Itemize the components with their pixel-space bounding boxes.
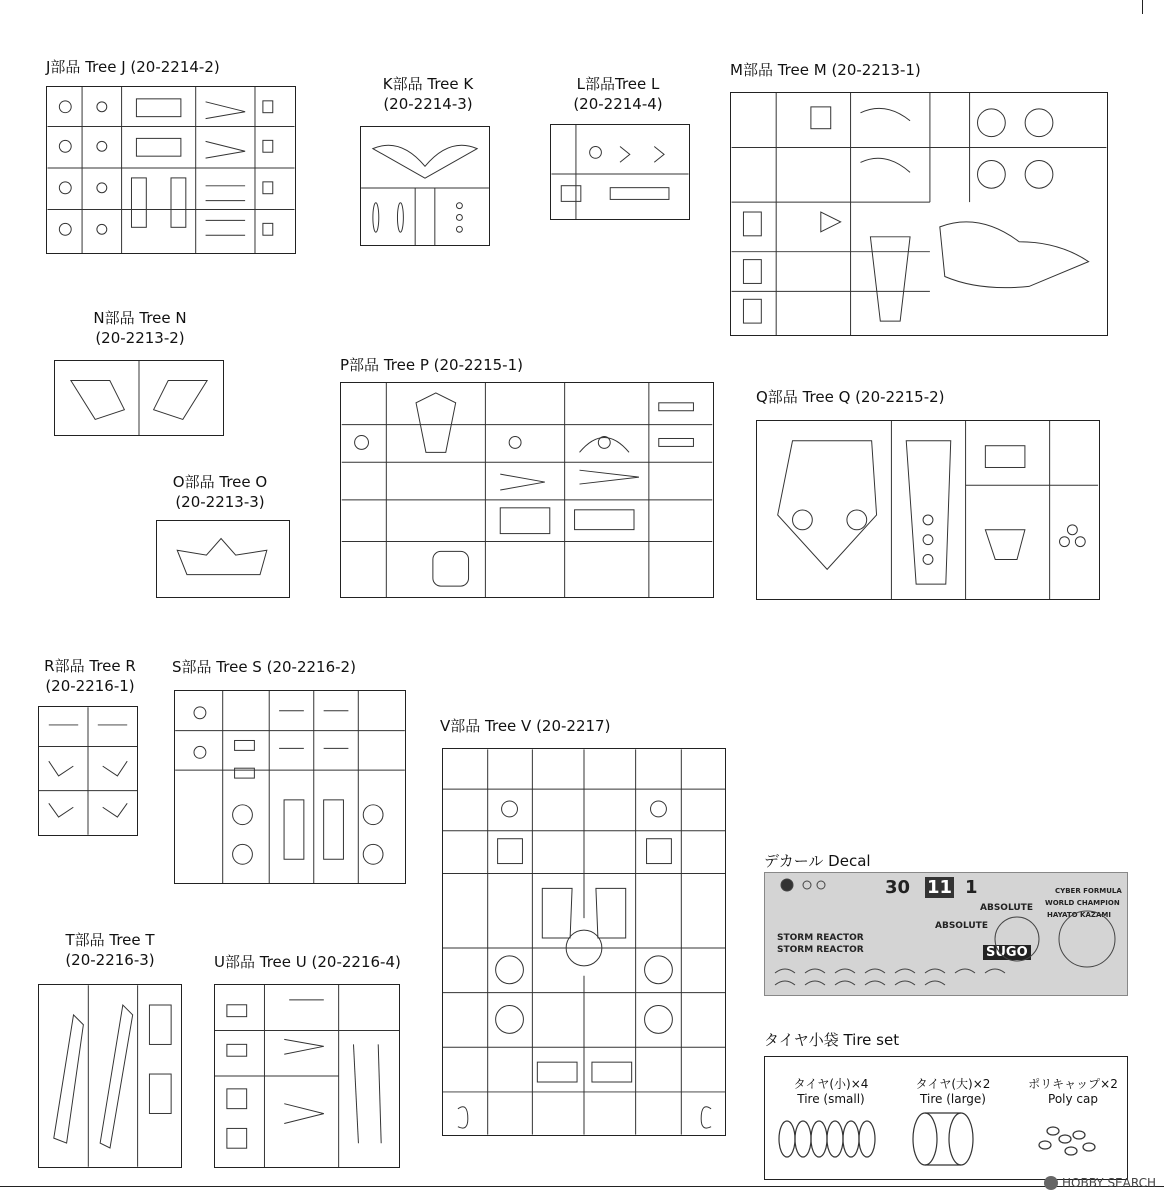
tree-t-sprue	[38, 984, 182, 1168]
tree-v-sprue	[442, 748, 726, 1136]
hobby-search-watermark	[1044, 1176, 1156, 1190]
tree-q-title: Q部品 Tree Q (20-2215-2)	[756, 388, 945, 406]
tree-r-code: (20-2216-1)	[45, 677, 135, 695]
decal-number-11: 11	[927, 877, 953, 898]
tree-p-title: P部品 Tree P (20-2215-1)	[340, 356, 523, 374]
watermark-text: HOBBY SEARCH	[1062, 1176, 1156, 1190]
tree-n-title: N部品 Tree N	[93, 309, 187, 327]
tree-n-drawing	[55, 361, 223, 435]
tree-l-drawing	[551, 125, 689, 219]
tree-u-drawing	[215, 985, 399, 1167]
tree-l-sprue	[550, 124, 690, 220]
bunny-logo-icon	[1044, 1176, 1058, 1190]
decal-absolute: ABSOLUTE	[935, 921, 988, 931]
tree-s-title: S部品 Tree S (20-2216-2)	[172, 658, 356, 676]
poly-cap-jp: ポリキャップ×2	[1028, 1077, 1118, 1091]
decal-number-30: 30	[885, 877, 911, 898]
decal-sheet	[764, 872, 1128, 996]
tree-j-sprue	[46, 86, 296, 254]
decal-storm-reactor-2: STORM REACTOR	[777, 945, 864, 955]
tree-j-title: J部品 Tree J (20-2214-2)	[46, 58, 220, 76]
tree-k-sprue	[360, 126, 490, 246]
tree-q-drawing	[757, 421, 1099, 599]
tire-small-jp: タイヤ(小)×4	[793, 1077, 869, 1091]
tree-m-title: M部品 Tree M (20-2213-1)	[730, 61, 921, 79]
tire-set-drawing	[765, 1057, 1129, 1181]
tree-q-sprue	[756, 420, 1100, 600]
tree-r-title: R部品 Tree R	[44, 657, 136, 675]
tree-s-drawing	[175, 691, 405, 883]
decal-world-champion: WORLD CHAMPION	[1045, 899, 1120, 907]
tree-v-title: V部品 Tree V (20-2217)	[440, 717, 611, 735]
tree-u-sprue	[214, 984, 400, 1168]
tree-p-sprue	[340, 382, 714, 598]
poly-cap-en: Poly cap	[1048, 1092, 1098, 1106]
tree-u-title: U部品 Tree U (20-2216-4)	[214, 953, 401, 971]
decal-shapes	[765, 873, 1128, 996]
decal-hayato-kazami: HAYATO KAZAMI	[1047, 911, 1111, 919]
decal-absolute-2: ABSOLUTE	[980, 903, 1033, 913]
tire-small-en: Tire (small)	[797, 1092, 865, 1106]
tree-l-title: L部品Tree L	[576, 75, 660, 93]
tree-l-code: (20-2214-4)	[573, 95, 663, 113]
tire-set-title: タイヤ小袋 Tire set	[764, 1031, 900, 1049]
decal-number-1: 1	[965, 877, 978, 898]
border-line-bottom	[0, 1186, 1164, 1187]
tree-m-drawing	[731, 93, 1107, 335]
tire-large-jp: タイヤ(大)×2	[915, 1077, 991, 1091]
tree-s-sprue	[174, 690, 406, 884]
tree-r-sprue	[38, 706, 138, 836]
tree-o-code: (20-2213-3)	[175, 493, 265, 511]
tree-t-title: T部品 Tree T	[65, 931, 155, 949]
decal-sugo: SUGO	[983, 945, 1031, 960]
tree-v-drawing	[443, 749, 725, 1135]
decal-cyber-formula: CYBER FORMULA	[1055, 887, 1122, 895]
tree-n-sprue	[54, 360, 224, 436]
tree-t-drawing	[39, 985, 181, 1167]
tree-p-drawing	[341, 383, 713, 597]
tree-k-title: K部品 Tree K	[382, 75, 474, 93]
decal-storm-reactor: STORM REACTOR	[777, 933, 864, 943]
tire-set-box	[764, 1056, 1128, 1180]
decal-title: デカール Decal	[764, 852, 871, 870]
tree-t-code: (20-2216-3)	[65, 951, 155, 969]
tree-k-code: (20-2214-3)	[383, 95, 473, 113]
border-line-top	[1142, 0, 1143, 14]
tree-k-drawing	[361, 127, 489, 245]
tree-m-sprue	[730, 92, 1108, 336]
tree-r-drawing	[39, 707, 137, 835]
tire-large-en: Tire (large)	[920, 1092, 986, 1106]
tree-o-title: O部品 Tree O	[172, 473, 268, 491]
tree-j-drawing	[47, 87, 295, 253]
tree-o-drawing	[157, 521, 289, 597]
tree-n-code: (20-2213-2)	[95, 329, 185, 347]
tree-o-sprue	[156, 520, 290, 598]
